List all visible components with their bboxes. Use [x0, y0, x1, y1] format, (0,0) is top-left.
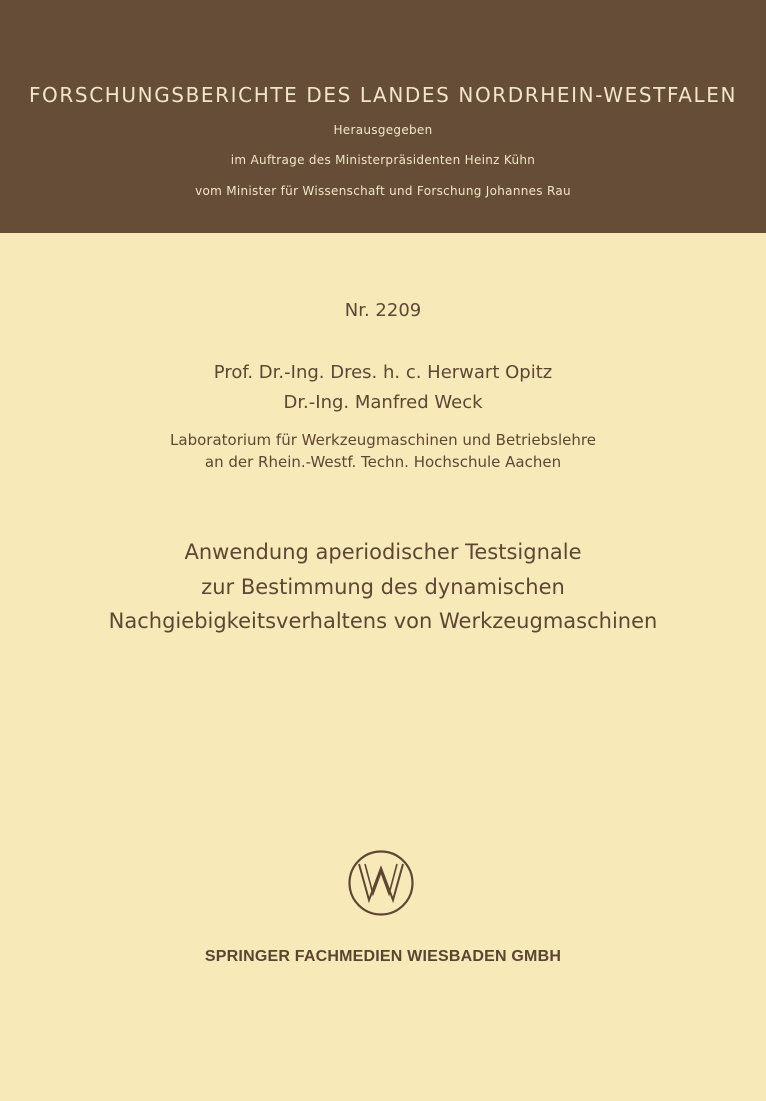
header-commission-line: im Auftrage des Ministerpräsidenten Heinz Kühn [230, 153, 536, 167]
header-band [0, 0, 766, 233]
institution-line-2: an der Rhein.-Westf. Techn. Hochschule Aachen [204, 453, 562, 471]
book-title-line-2: zur Bestimmung des dynamischen [201, 575, 565, 599]
publisher-name: SPRINGER FACHMEDIEN WIESBADEN GMBH [204, 948, 562, 965]
author-primary: Prof. Dr.-Ing. Dres. h. c. Herwart Opitz [213, 362, 553, 383]
report-number: Nr. 2209 [344, 300, 422, 321]
author-secondary: Dr.-Ing. Manfred Weck [283, 392, 483, 413]
header-editor-line: Herausgegeben [333, 123, 433, 137]
book-title-line-3: Nachgiebigkeitsverhaltens von Werkzeugmaschinen [108, 609, 658, 633]
institution-line-1: Laboratorium für Werkzeugmaschinen und Betriebslehre [170, 431, 596, 449]
series-title: FORSCHUNGSBERICHTE DES LANDES NORDRHEIN-WESTFALEN [28, 83, 738, 107]
header-minister-line: vom Minister für Wissenschaft und Forschung Johannes Rau [195, 184, 571, 198]
book-title-line-1: Anwendung aperiodischer Testsignale [184, 540, 582, 564]
publisher-ww-logo-icon [347, 849, 415, 917]
